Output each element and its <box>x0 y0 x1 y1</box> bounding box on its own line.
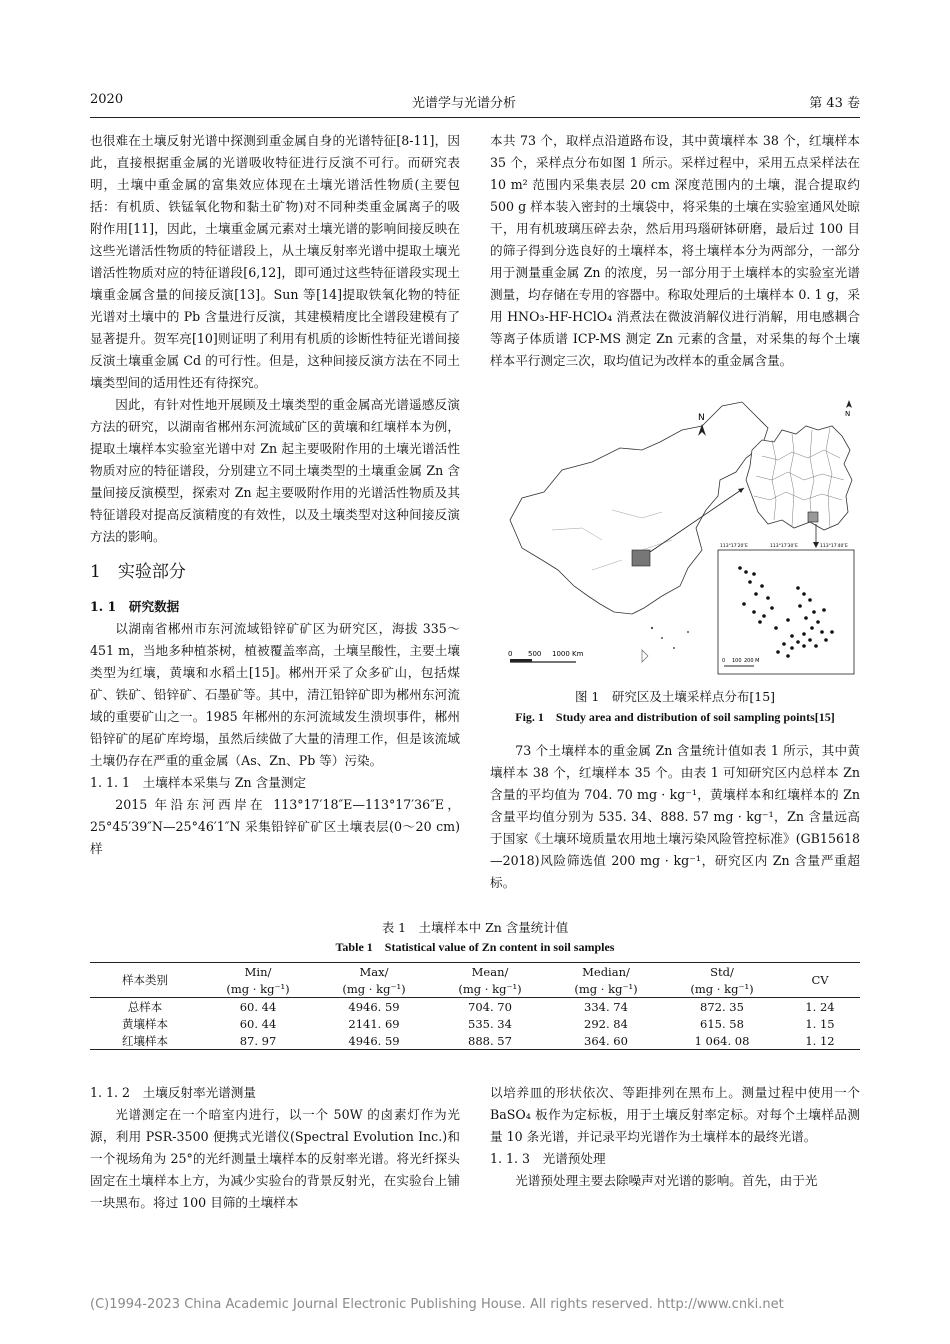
zn-statistics-table <box>90 962 860 1050</box>
scale-label-1: 500 <box>528 650 542 658</box>
left-paragraph-3: 以湖南省郴州市东河流域铅锌矿矿区为研究区，海拔 335～451 m，当地多种植茶树，植被覆盖率高，土壤呈酸性，主要土壤类型为红壤，黄壤和水稻土[15]。郴州开采了众多矿山，包括煤矿、铁矿、铅锌矿、石墨矿等。其中，清江铅锌矿即为郴州东河流域的重要矿山之一。1985 年郴州的东河流域发生溃坝事件，郴州铅锌矿的尾矿库垮塌，虽然后续做了大量的清理工作，但是该流域土壤仍存在严重的重金属（As、Zn、Pb 等）污染。 <box>90 621 460 768</box>
table-caption-cn: 表 1 土壤样本中 Zn 含量统计值 <box>381 920 569 935</box>
table-unit-cell: (mg · kg⁻¹) <box>432 980 548 998</box>
svg-text:200 M: 200 M <box>744 658 760 664</box>
figure-caption-en: Fig. 1 Study area and distribution of soil sampling points[15] <box>515 710 835 724</box>
study-area-map <box>492 400 858 678</box>
table-cell: 888. 57 <box>432 1032 548 1050</box>
svg-text:113°17′20″E: 113°17′20″E <box>720 544 748 549</box>
north-label: N <box>698 413 705 423</box>
right-paragraph-1: 本共 73 个，取样点沿道路布设，其中黄壤样本 38 个，红壤样本 35 个，采样点分布如图 1 所示。采样过程中，采用五点采样法在 10 m² 范围内采集表层 20 cm 深度范围内的土壤，混合提取约 500 g 样本装入密封的土壤袋中，将采集的土壤在实验室通风处晾干，用有机玻璃压碎去杂，然后用玛瑙研钵研磨，最后过 100 目的筛子得到分选良好的土壤样本，将土壤样本分为两部分，一部分用于测量重金属 Zn 的浓度，另一部分用于土壤样本的实验室光谱测量，均存储在专用的容器中。称取处理后的土壤样本 0. 1 g，采用 HNO₃-HF-HClO₄ 消煮法在微波消解仪进行消解，用电感耦合等离子体质谱 ICP-MS 测定 Zn 元素的含量，对采集的每个土壤样本平行测定三次，取均值记为改样本的重金属含量。 <box>490 133 860 368</box>
table-row <box>90 1032 860 1050</box>
header-rule <box>90 117 860 118</box>
table-cell: 1. 15 <box>805 1016 835 1031</box>
copyright-footer: (C)1994-2023 China Academic Journal Electronic Publishing House. All rights reserved. http://www.cnki.net <box>90 1297 784 1312</box>
header-volume: 第 43 卷 <box>809 96 860 111</box>
table-header-cell: Min/ <box>200 963 316 981</box>
table-header-cell: Std/ <box>664 963 780 981</box>
table-cell: 4946. 59 <box>316 1032 432 1050</box>
subsection-title-1-1: 1. 1 研究数据 <box>90 599 180 614</box>
bottom-right-paragraph-2: 光谱预处理主要去除噪声对光谱的影响。首先，由于光 <box>515 1173 818 1188</box>
left-column <box>90 130 460 860</box>
table-cell: 4946. 59 <box>348 999 400 1014</box>
right-paragraph-2-block <box>490 740 860 894</box>
scale-label-2: 1000 Km <box>552 650 584 658</box>
bottom-right-column <box>490 1082 860 1192</box>
table-row <box>90 998 860 1016</box>
svg-text:0: 0 <box>722 658 726 664</box>
running-header <box>90 92 860 114</box>
table-cell: 60. 44 <box>239 1016 277 1031</box>
bottom-right-paragraph-1: 以培养皿的形状依次、等距排列在黑布上。测量过程中使用一个 BaSO₄ 板作为定标板，用于土壤反射率定标。对每个土壤样品测量 10 条光谱，并记录平均光谱作为土壤样本的最终光谱。 <box>490 1085 860 1144</box>
table-cell: 2141. 69 <box>348 1016 400 1031</box>
table-header-row <box>90 963 860 981</box>
figure-caption-cn: 图 1 研究区及土壤采样点分布[15] <box>574 689 776 704</box>
table-unit-cell: (mg · kg⁻¹) <box>200 980 316 998</box>
table-cell: 535. 34 <box>468 1016 512 1031</box>
table-header-cell: Median/ <box>548 963 664 981</box>
table-cell: 1. 24 <box>805 999 835 1014</box>
table-row <box>90 1015 860 1032</box>
table-cell: 704. 70 <box>468 999 512 1014</box>
table-unit-cell: (mg · kg⁻¹) <box>316 980 432 998</box>
table-cell: 黄壤样本 <box>122 1016 168 1031</box>
header-year: 2020 <box>90 92 124 107</box>
table-caption-en: Table 1 Statistical value of Zn content in soil samples <box>335 940 615 954</box>
table-cell: 总样本 <box>127 999 163 1014</box>
table-cell: 615. 58 <box>700 1016 744 1031</box>
hunan-province <box>632 550 650 566</box>
svg-text:100: 100 <box>732 658 742 664</box>
svg-text:113°17′30″E: 113°17′30″E <box>770 544 798 549</box>
table-unit-cell: (mg · kg⁻¹) <box>548 980 664 998</box>
table-cell: 1 064. 08 <box>664 1032 780 1050</box>
table-header-cell: CV <box>780 963 860 998</box>
subsection-title-1-1-2: 1. 1. 2 土壤反射率光谱测量 <box>90 1085 256 1100</box>
table-header-cell: 样本类别 <box>90 963 200 998</box>
table-cell: 872. 35 <box>700 999 744 1014</box>
scale-label-0: 0 <box>508 650 513 658</box>
right-column <box>490 130 860 372</box>
subsection-title-1-1-1: 1. 1. 1 土壤样本采集与 Zn 含量测定 <box>90 775 307 790</box>
svg-text:113°17′40″E: 113°17′40″E <box>820 544 848 549</box>
sampling-inset <box>718 543 854 674</box>
header-journal: 光谱学与光谱分析 <box>412 96 517 111</box>
north-label-inset: N <box>845 410 851 418</box>
table-unit-cell: (mg · kg⁻¹) <box>664 980 780 998</box>
table-header-cell: Mean/ <box>432 963 548 981</box>
hunan-county-map <box>746 400 852 530</box>
table-cell: 292. 84 <box>584 1016 628 1031</box>
table-header-cell: Max/ <box>316 963 432 981</box>
left-paragraph-4: 2015 年沿东河西岸在 113°17′18″E—113°17′36″E，25°45′39″N—25°46′1″N 采集铅锌矿矿区土壤表层(0～20 cm)样 <box>90 797 460 856</box>
table-cell: 334. 74 <box>584 999 628 1014</box>
subsection-title-1-1-3: 1. 1. 3 光谱预处理 <box>490 1151 606 1166</box>
table-cell: 1. 12 <box>780 1032 860 1050</box>
table-cell: 87. 97 <box>200 1032 316 1050</box>
table-unit-row <box>90 980 860 998</box>
left-paragraph-2: 因此，有针对性地开展顾及土壤类型的重金属高光谱遥感反演方法的研究，以湖南省郴州东河流域矿区的黄壤和红壤样本为例，提取土壤样本实验室光谱中对 Zn 起主要吸附作用的土壤光谱活性物质对应的特征谱段，分别建立不同土壤类型的土壤重金属 Zn 含量间接反演模型，探索对 Zn 起主要吸附作用的光谱活性物质及其特征谱段对提高反演精度的有效性，以及土壤类型对这种间接反演方法的影响。 <box>90 397 460 544</box>
section-title: 1 实验部分 <box>90 562 186 582</box>
right-paragraph-2: 73 个土壤样本的重金属 Zn 含量统计值如表 1 所示，其中黄壤样本 38 个，红壤样本 35 个。由表 1 可知研究区内总样本 Zn 含量的平均值为 704. 70 mg · kg⁻¹，黄壤样本和红壤样本的 Zn 含量平均值分别为 535. 34、888. 57 mg · kg⁻¹，Zn 含量远高于国家《土壤环境质量农用地土壤污染风险管控标准》(GB15618—2018)风险筛选值 200 mg · kg⁻¹，研究区内 Zn 含量严重超标。 <box>490 743 860 890</box>
left-paragraph-1: 也很难在土壤反射光谱中探测到重金属自身的光谱特征[8-11]，因此，直接根据重金属的光谱吸收特征进行反演不可行。而研究表明，土壤中重金属的富集效应体现在土壤光谱活性物质(主要包括：有机质、铁锰氧化物和黏土矿物)对不同种类重金属离子的吸附作用[11]，因此，土壤重金属元素对土壤光谱的影响间接反映在这些光谱活性物质的特征谱段上，从土壤反射率光谱中提取土壤光谱活性物质对应的特征谱段[6,12]，即可通过这些特征谱段实现土壤重金属含量的间接反演[13]。Sun 等[14]提取铁氧化物的特征光谱对土壤中的 Pb 含量进行反演，其建模精度比全谱段建模有了显著提升。贺军亮[10]则证明了利用有机质的诊断性特征光谱间接反演土壤重金属 Cd 的可行性。但是，这种间接反演方法在不同土壤类型间的适用性还有待探究。 <box>90 133 460 390</box>
table-cell: 60. 44 <box>239 999 277 1014</box>
table-cell: 364. 60 <box>548 1032 664 1050</box>
bottom-left-column <box>90 1082 460 1214</box>
table-cell: 红壤样本 <box>90 1032 200 1050</box>
bottom-left-paragraph: 光谱测定在一个暗室内进行，以一个 50W 的卤素灯作为光源，利用 PSR-3500 便携式光谱仪(Spectral Evolution Inc.)和一个视场角为 25°的光纤测量土壤样本的反射率光谱。将光纤探头固定在土壤样本上方，为减少实验台的背景反射光，在实验台上铺一块黑布。将过 100 目筛的土壤样本 <box>90 1107 460 1210</box>
